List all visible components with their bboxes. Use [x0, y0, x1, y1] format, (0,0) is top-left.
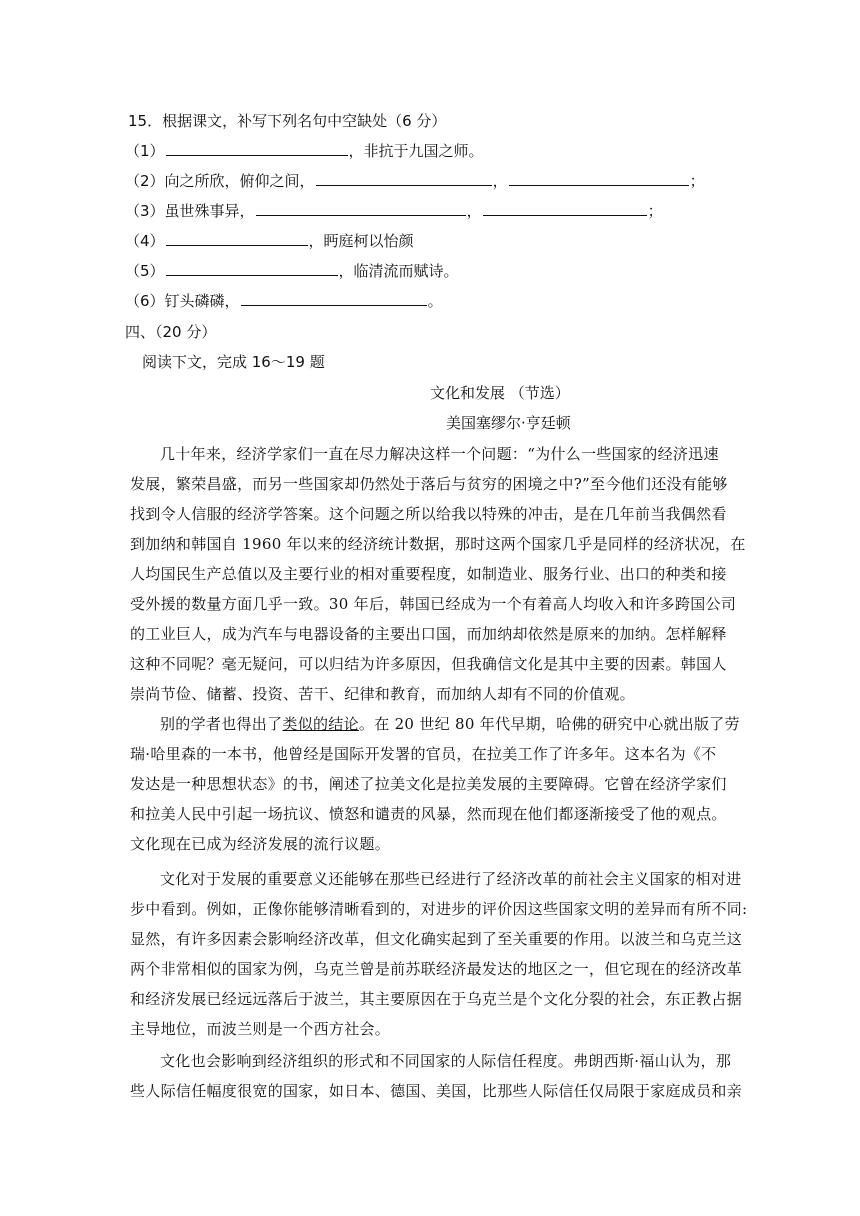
item-text: ，眄庭柯以怡颜 [308, 232, 414, 250]
paragraph-line: 到加纳和韩国自 1960 年以来的经济统计数据，那时这两个国家几乎是同样的经济状况，在 [130, 535, 746, 553]
item-text: 。 [427, 292, 443, 310]
answer-blank[interactable] [256, 201, 466, 216]
paragraph-line: 几十年来，经济学家们一直在尽力解决这样一个问题：“为什么一些国家的经济迅速 [160, 445, 719, 463]
paragraph-line: 找到令人信服的经济学答案。这个问题之所以给我以特殊的冲击，是在几年前当我偶然看 [130, 505, 727, 523]
text-segment: 别的学者也得出了 [160, 715, 283, 733]
item-text: ，非抗于九国之师。 [348, 142, 484, 160]
question-15-header: 15．根据课文，补写下列名句中空缺处（6 分） [128, 112, 447, 130]
paragraph-line: 人均国民生产总值以及主要行业的相对重要程度，如制造业、服务行业、出口的种类和接 [130, 565, 727, 583]
item-text: ； [689, 172, 705, 190]
answer-blank[interactable] [316, 171, 492, 186]
paragraph-line [160, 714, 740, 734]
underlined-phrase: 类似的结论 [282, 715, 359, 733]
paragraph-line: 文化对于发展的重要意义还能够在那些已经进行了经济改革的前社会主义国家的相对进 [160, 870, 742, 888]
paragraph-line: 文化现在已成为经济发展的流行议题。 [130, 835, 391, 853]
answer-blank[interactable] [166, 231, 308, 246]
section-four-heading: 四、（20 分） [125, 323, 217, 341]
item-number: （6） [125, 292, 165, 310]
q15-item-2 [125, 171, 705, 191]
q15-item-5 [125, 261, 459, 281]
item-text: 虽世殊事异， [164, 202, 255, 220]
paragraph-line: 和拉美人民中引起一场抗议、愤怒和谴责的风暴，然而现在他们都逐渐接受了他的观点。 [130, 805, 727, 823]
reading-instruction: 阅读下文，完成 16～19 题 [142, 353, 325, 371]
article-title: 文化和发展 （节选） [430, 384, 570, 402]
answer-blank[interactable] [509, 171, 689, 186]
paragraph-line: 步中看到。例如，正像你能够清晰看到的，对进步的评价因这些国家文明的差异而有所不同: [130, 900, 748, 918]
item-text: ， [466, 202, 482, 220]
q15-item-4 [125, 231, 414, 251]
answer-blank[interactable] [483, 201, 647, 216]
paragraph-line: 的工业巨人，成为汽车与电器设备的主要出口国，而加纳却依然是原来的加纳。怎样解释 [130, 625, 727, 643]
item-text: ； [647, 202, 663, 220]
item-number: （1） [125, 142, 165, 160]
answer-blank[interactable] [166, 261, 338, 276]
paragraph-line: 受外援的数量方面几乎一致。30 年后，韩国已经成为一个有着高人均收入和许多跨国公司 [130, 595, 737, 613]
item-text: 向之所欣，俯仰之间， [164, 172, 315, 190]
paragraph-line: 和经济发展已经远远落后于波兰，其主要原因在于乌克兰是个文化分裂的社会，东正教占据 [130, 990, 743, 1008]
paragraph-line: 发达是一种思想状态》的书，阐述了拉美文化是拉美发展的主要障碍。它曾在经济学家们 [130, 775, 727, 793]
item-text: 钉头磷磷， [164, 292, 240, 310]
item-text: ，临清流而赋诗。 [338, 262, 459, 280]
item-number: （2） [125, 172, 165, 190]
paragraph-line: 文化也会影响到经济组织的形式和不同国家的人际信任程度。弗朗西斯·福山认为，那 [160, 1052, 732, 1070]
paragraph-line: 显然，有许多因素会影响经济改革，但文化确实起到了至关重要的作用。以波兰和乌克兰这 [130, 930, 743, 948]
text-segment: 。在 20 世纪 80 年代早期，哈佛的研究中心就出版了劳 [358, 715, 740, 733]
article-author: 美国塞缪尔·亨廷顿 [446, 414, 571, 432]
paragraph-line: 两个非常相似的国家为例，乌克兰曾是前苏联经济最发达的地区之一，但它现在的经济改革 [130, 960, 743, 978]
paragraph-line: 这种不同呢？毫无疑问，可以归结为许多原因，但我确信文化是其中主要的因素。韩国人 [130, 655, 727, 673]
q15-item-6 [125, 291, 443, 311]
paragraph-line: 些人际信任幅度很宽的国家，如日本、德国、美国，比那些人际信任仅局限于家庭成员和亲 [130, 1082, 743, 1100]
paragraph-line: 崇尚节俭、储蓄、投资、苦干、纪律和教育，而加纳人却有不同的价值观。 [130, 685, 635, 703]
paragraph-line: 主导地位，而波兰则是一个西方社会。 [130, 1020, 391, 1038]
answer-blank[interactable] [166, 141, 348, 156]
q15-item-1 [125, 141, 484, 161]
answer-blank[interactable] [241, 291, 427, 306]
q15-item-3 [125, 201, 663, 221]
item-text: ， [492, 172, 508, 190]
item-number: （4） [125, 232, 165, 250]
paragraph-line: 发展，繁荣昌盛，而另一些国家却仍然处于落后与贫穷的困境之中?”至今他们还没有能够 [130, 475, 728, 493]
paragraph-line: 瑞·哈里森的一本书，他曾经是国际开发署的官员，在拉美工作了许多年。这本名为《不 [130, 745, 717, 763]
item-number: （5） [125, 262, 165, 280]
item-number: （3） [125, 202, 165, 220]
